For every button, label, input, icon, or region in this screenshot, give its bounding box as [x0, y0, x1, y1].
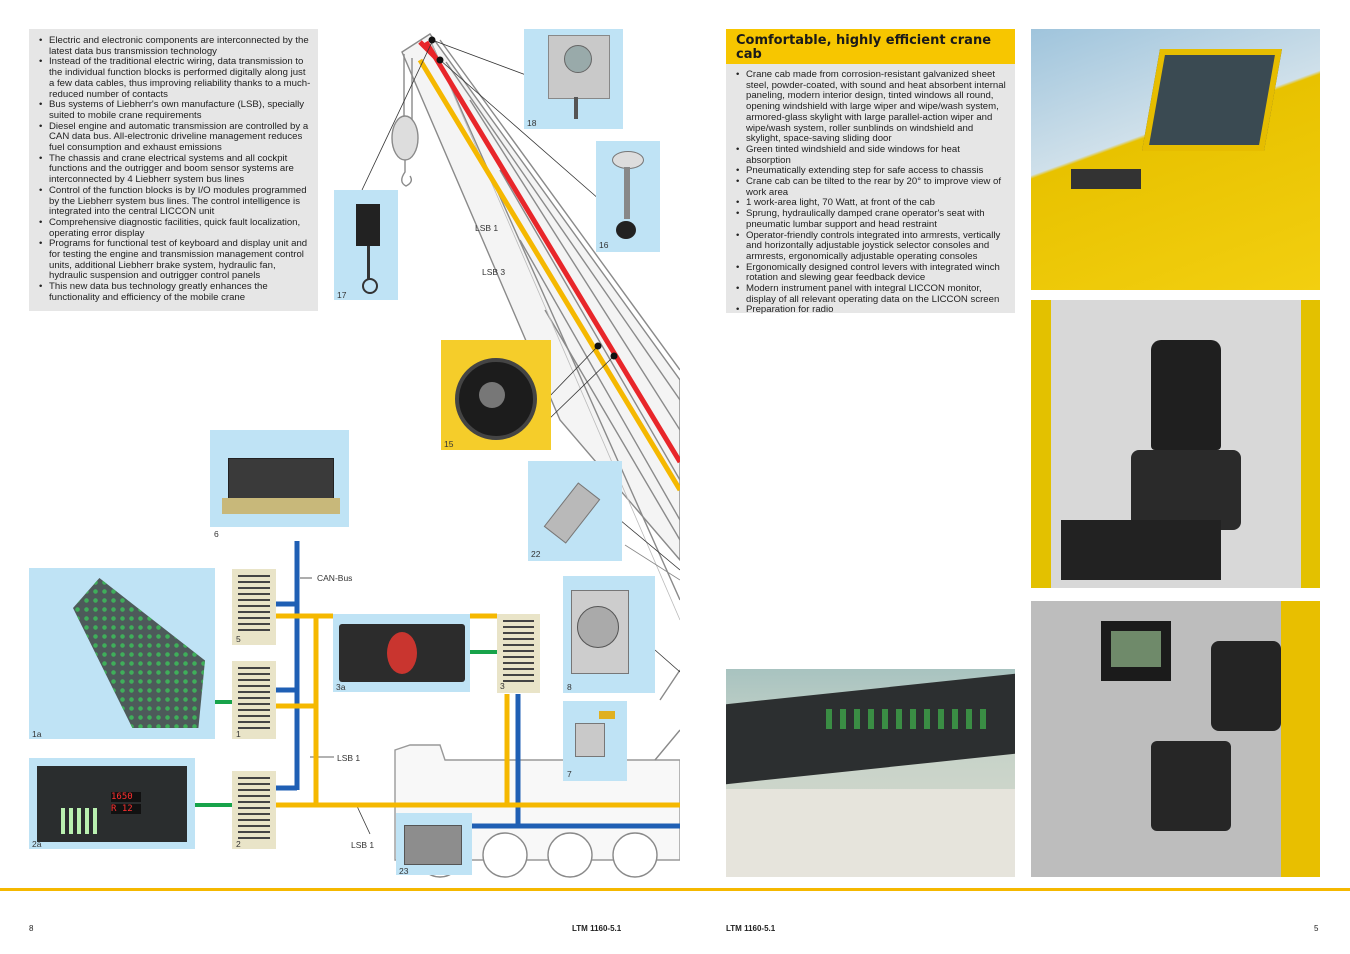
list-item: • Pneumatically extending step for safe access to chassis: [736, 166, 1007, 177]
component-photo-2a: [29, 758, 195, 849]
right-model-label: LTM 1160-5.1: [726, 924, 776, 933]
list-item: • Comprehensive diagnostic facilities, quick fault localization, operating error display: [39, 218, 312, 239]
can-bus-label: CAN-Bus: [317, 573, 353, 583]
list-item: • Green tinted windshield and side windows for heat absorption: [736, 145, 1007, 166]
label-3a: 3a: [336, 682, 346, 692]
label-18: 18: [527, 118, 537, 128]
component-photo-16: [596, 141, 660, 252]
cab-interior-seat-photo: [1031, 300, 1320, 588]
lsb1-boom-label: LSB 1: [475, 223, 499, 233]
label-2a: 2a: [32, 839, 42, 849]
component-photo-18: [524, 29, 623, 129]
list-item: • Diesel engine and automatic transmission are controlled by a CAN data bus. All-electronic driveline management reduces fuel consumption and exhaust emissions: [39, 122, 312, 154]
list-item: • Preparation for radio: [736, 305, 1007, 316]
list-item: • Operator-friendly controls integrated into armrests, vertically and horizontally adjustable joystick selector consoles and armrests, ergonomically adjustable operating consoles: [736, 231, 1007, 263]
list-item: • Bus systems of Liebherr's own manufacture (LSB), specially suited to mobile crane requirements: [39, 100, 312, 121]
list-item: • Sprung, hydraulically damped crane operator's seat with pneumatic lumbar support and head restraint: [736, 209, 1007, 230]
component-photo-8: [563, 576, 655, 693]
component-photo-1a: [29, 568, 215, 739]
lsb1-mid-label: LSB 1: [337, 753, 361, 763]
label-22: 22: [531, 549, 541, 559]
cab-feature-box: [726, 64, 1015, 316]
component-photo-17: [334, 190, 398, 300]
label-17: 17: [337, 290, 347, 300]
label-16: 16: [599, 240, 609, 250]
cab-section-title: Comfortable, highly efficient crane cab: [726, 29, 1015, 69]
label-5: 5: [236, 634, 241, 644]
display-readout-bottom: R 12: [111, 804, 141, 814]
component-photo-15: [441, 340, 551, 450]
label-15: 15: [444, 439, 454, 449]
cab-exterior-photo: [1031, 29, 1320, 290]
lsb1-bottom-label: LSB 1: [351, 840, 375, 850]
left-page-number: 8: [29, 924, 34, 933]
list-item: • The chassis and crane electrical systems and all cockpit functions and the outrigger and boom sensor systems are interconnected by 4 Liebherr system bus lines: [39, 154, 312, 186]
list-item: • Control of the function blocks is by I/O modules programmed by the Liebherr system bus lines. The control intelligence is integrated into the central LICCON unit: [39, 186, 312, 218]
component-photo-2: [232, 771, 276, 849]
left-model-label: LTM 1160-5.1: [572, 924, 622, 933]
display-readout-top: 1650: [111, 792, 141, 802]
component-photo-22: [528, 461, 622, 561]
list-item: • This new data bus technology greatly enhances the functionality and efficiency of the mobile crane: [39, 282, 312, 303]
component-photo-1: [232, 661, 276, 739]
cab-feature-list: [726, 64, 1015, 316]
label-8: 8: [567, 682, 572, 692]
list-item: • Modern instrument panel with integral LICCON monitor, display of all relevant operating data on the LICCON screen: [736, 284, 1007, 305]
label-6: 6: [214, 529, 219, 539]
lsb3-boom-label: LSB 3: [482, 267, 506, 277]
cab-console-photo: [1031, 601, 1320, 877]
label-7: 7: [567, 769, 572, 779]
list-item: • Crane cab can be tilted to the rear by 20° to improve view of work area: [736, 177, 1007, 198]
list-item: • Ergonomically designed control levers with integrated winch rotation and slewing gear feedback device: [736, 263, 1007, 284]
label-23: 23: [399, 866, 409, 876]
right-page-number: 5: [1314, 924, 1319, 933]
footer-rule: [0, 888, 1350, 891]
label-1a: 1a: [32, 729, 42, 739]
label-2: 2: [236, 839, 241, 849]
list-item: • Crane cab made from corrosion-resistant galvanized sheet steel, powder-coated, with sound and heat absorbent internal paneling, modern interior design, tinted windows all round, opening windshield with large wiper and wipe/wash system, armored-glass skylight with large parallel-action wiper and wipe/wash system, roller sunblinds on windshield and skylight, space-saving sliding door: [736, 70, 1007, 145]
list-item: • Electric and electronic components are interconnected by the latest data bus transmission technology: [39, 36, 312, 57]
list-item: • Instead of the traditional electric wiring, data transmission to the individual function blocks is performed digitally along just a few data cables, thus improving reliability thanks to a much-reduced number of contacts: [39, 57, 312, 100]
component-photo-3a: [333, 614, 470, 692]
label-3: 3: [500, 681, 505, 691]
label-1: 1: [236, 729, 241, 739]
cab-dashboard-photo: [726, 669, 1015, 877]
component-photo-6: [210, 430, 349, 527]
list-item: • Programs for functional test of keyboard and display unit and for testing the engine and transmission management control units, additional Liebherr brake system, hydraulic fan, hydraulic suspension and outrigger control panels: [39, 239, 312, 282]
component-photo-7: [563, 701, 627, 781]
list-item: • 1 work-area light, 70 Watt, at front of the cab: [736, 198, 1007, 209]
